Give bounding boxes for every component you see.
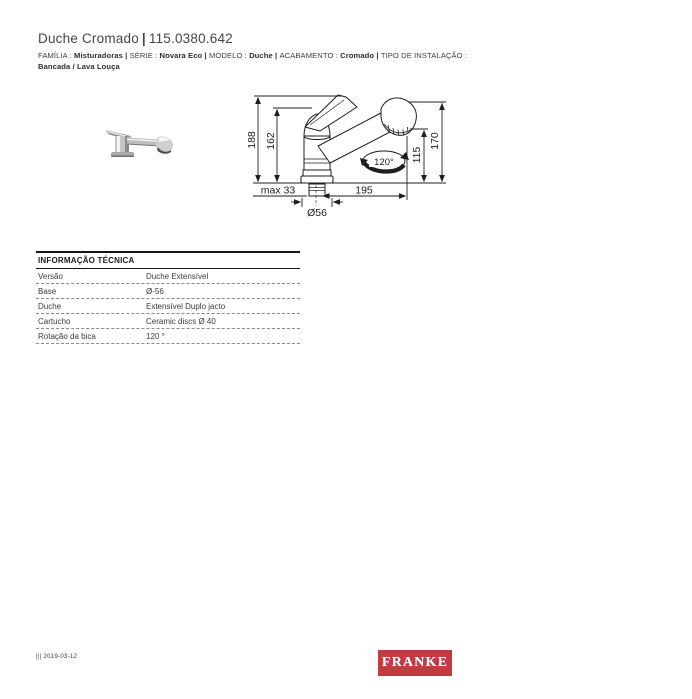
table-row-label: Base [38,286,57,296]
table-rows [36,269,300,344]
meta-value: Duche [249,51,273,60]
dim-label-head-bottom-height: 115 [411,146,423,164]
table-row-value: 120 ° [146,331,165,341]
table-row-value: Ø-56 [146,286,164,296]
table-row-value: Extensível Duplo jacto [146,301,226,311]
technical-info-table [36,251,300,344]
dim-label-max-thickness: max 33 [260,184,296,197]
meta-label: ACABAMENTO : [279,51,341,60]
product-meta [38,51,648,72]
dimension-drawing [245,85,460,225]
table-row [36,284,300,299]
meta-value: Misturadoras [74,51,123,60]
faucet-photo-graphic [103,121,178,166]
table-row-label: Versão [38,271,63,281]
meta-label: FAMÍLIA : [38,51,75,60]
footer-date: ||| 2019-03-12 [36,654,78,660]
title-separator: | [141,31,146,46]
table-row [36,269,300,284]
product-code: 115.0380.642 [148,31,233,46]
table-header: INFORMAÇÃO TÉCNICA [36,251,300,269]
dim-label-swivel-angle: 120° [374,157,394,168]
dim-label-spout-height: 162 [265,132,277,150]
product-photo [103,121,178,166]
page-title [38,31,233,46]
table-row-value: Ceramic discs Ø 40 [146,316,216,326]
dim-label-base-diameter: Ø56 [307,207,327,219]
table-row-label: Cartucho [38,316,71,326]
table-row-label: Rotação da bica [38,331,96,341]
meta-separator: | [202,51,209,60]
technical-drawing [245,85,460,225]
meta-label: TIPO DE INSTALAÇÃO : [380,51,468,60]
table-row-label: Duche [38,301,62,311]
meta-label: MODELO : [208,51,250,60]
meta-value: Bancada / Lava Louça [38,61,120,71]
meta-label: SÉRIE : [129,51,160,60]
dim-label-spout-reach: 195 [355,184,373,197]
table-row [36,314,300,329]
swivel-symbol [360,151,409,172]
dim-label-head-top-height: 170 [429,132,441,150]
meta-value: Cromado [340,51,375,60]
meta-separator: | [374,51,381,60]
table-row-value: Duche Extensível [146,271,209,281]
meta-value: Novara Eco [159,51,203,60]
franke-logo: FRANKE [378,650,452,676]
product-name: Duche Cromado [38,31,139,46]
meta-separator: | [272,51,280,60]
table-row [36,299,300,314]
dim-label-total-height: 188 [246,131,258,149]
meta-separator: | [122,51,130,60]
table-row [36,329,300,344]
